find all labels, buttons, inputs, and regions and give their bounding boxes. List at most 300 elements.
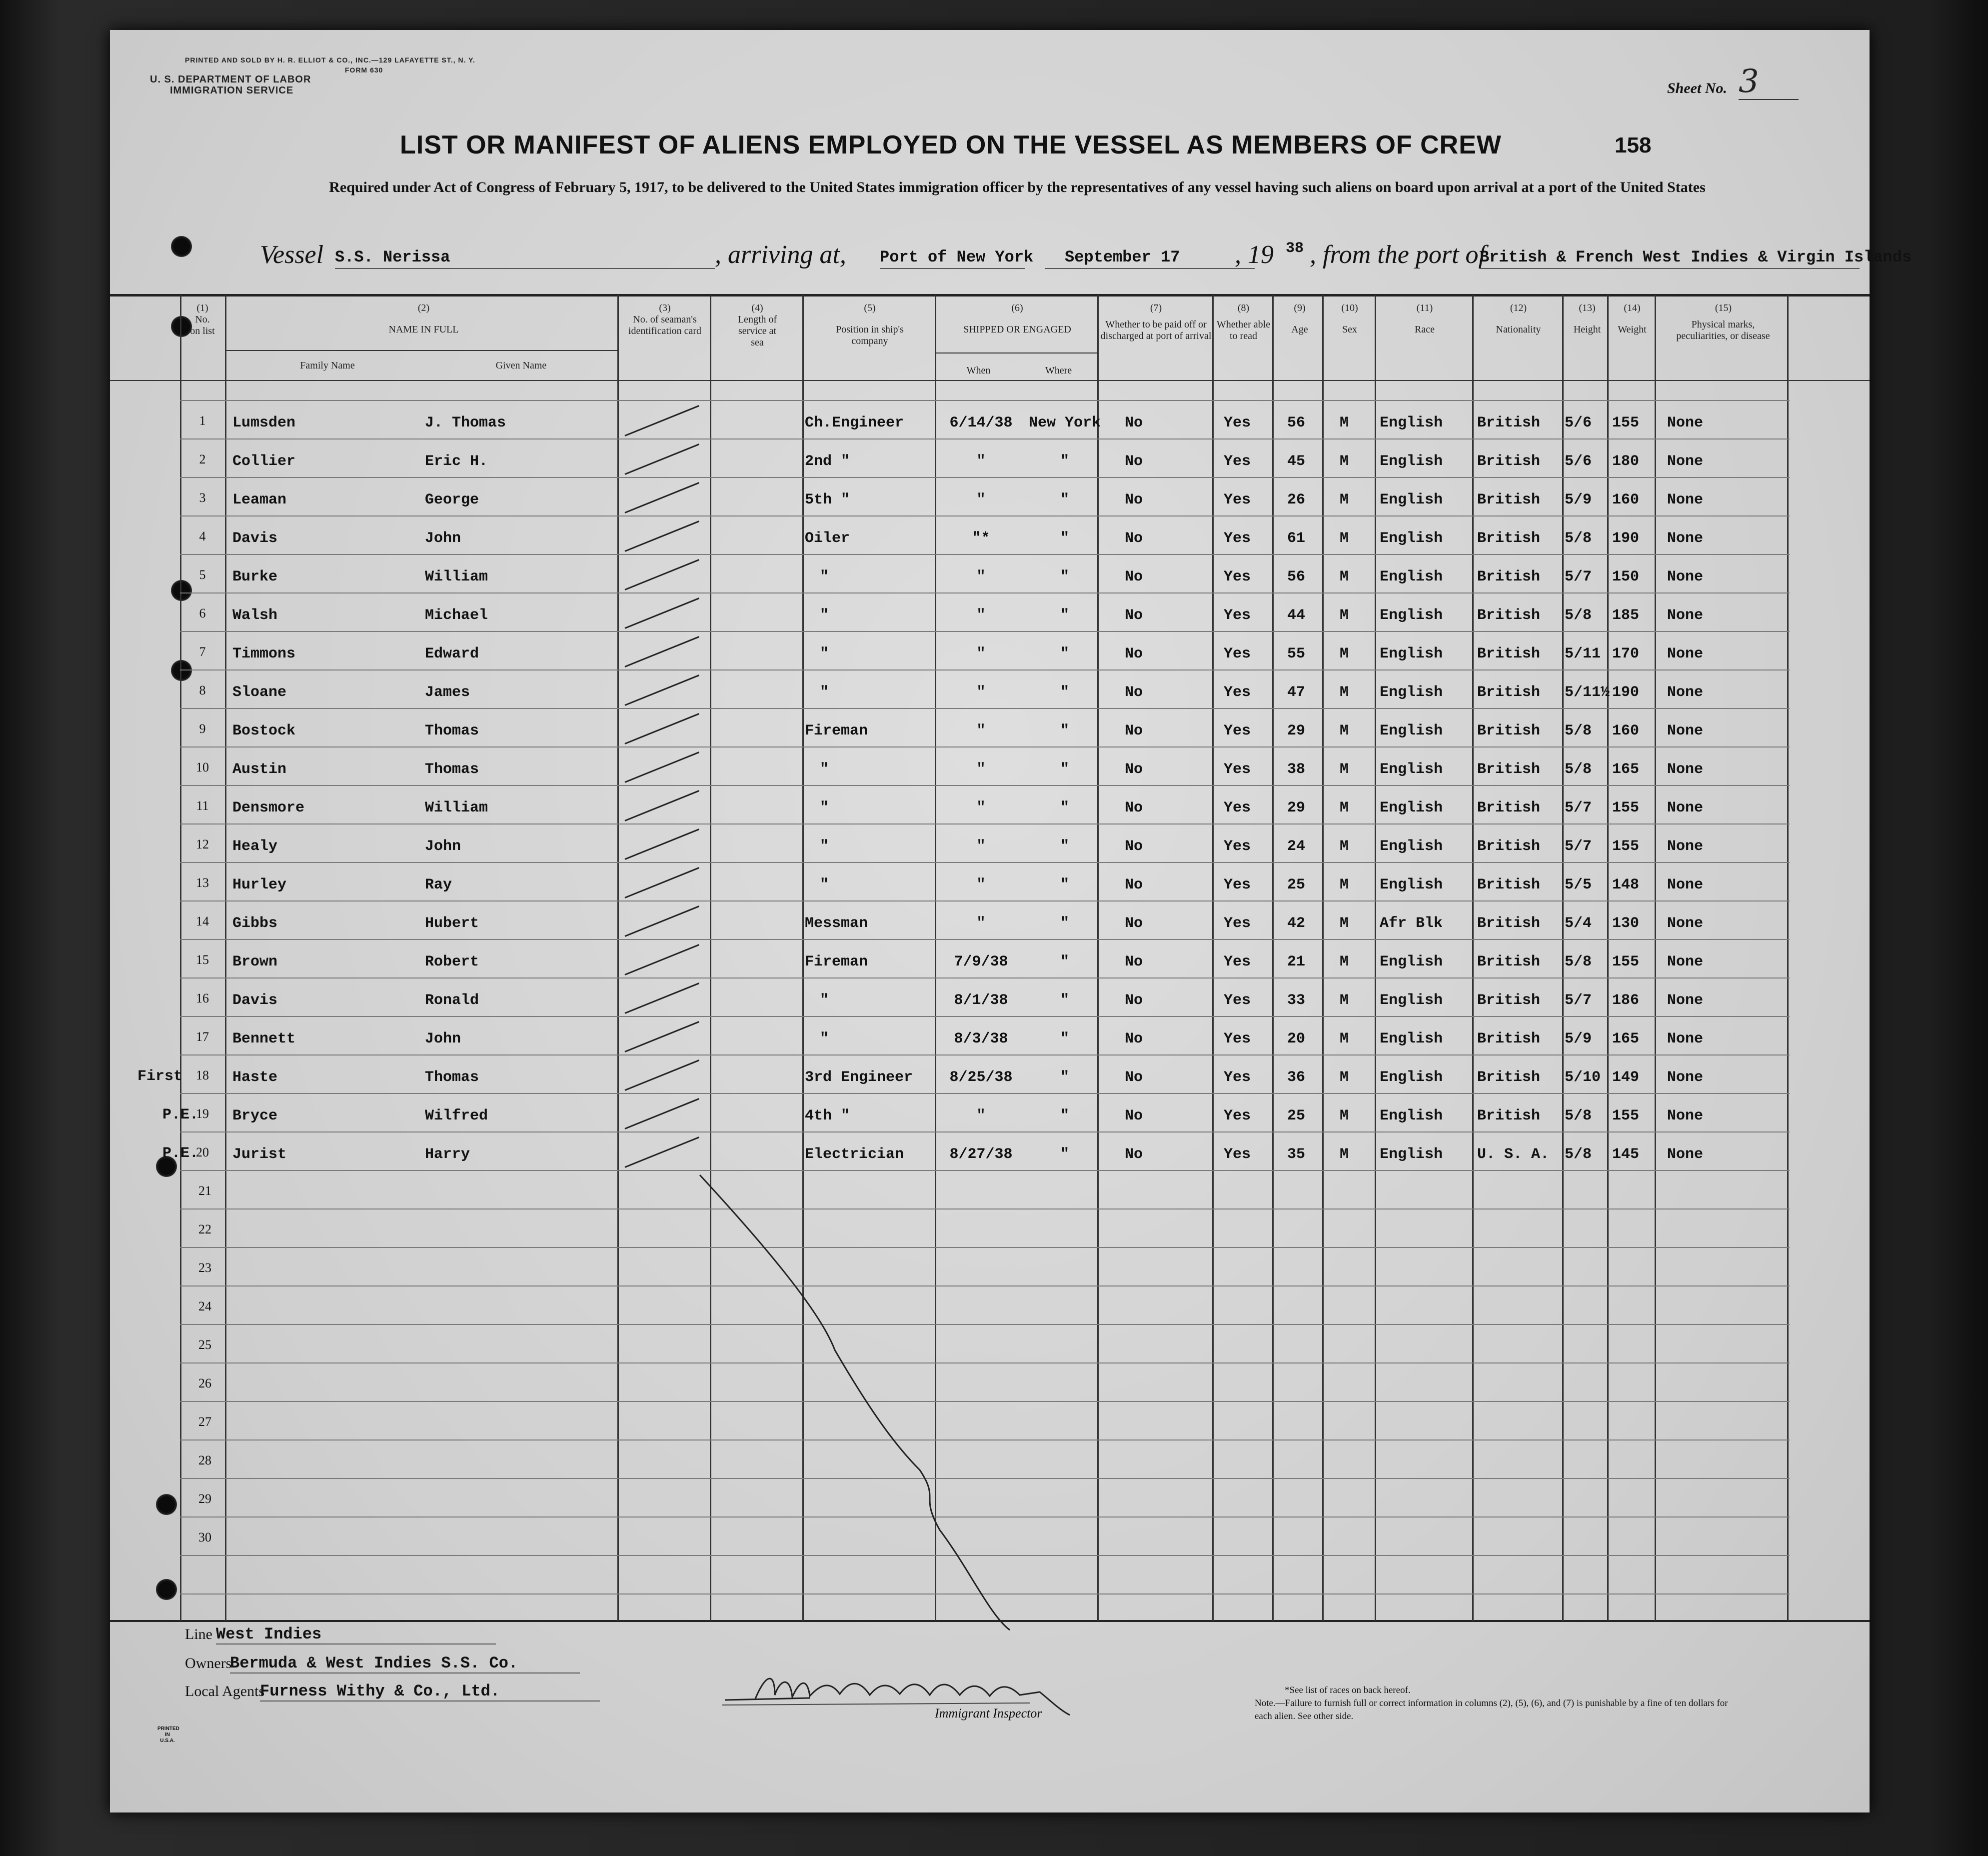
paid-off-cell: No [1125,954,1143,970]
weight-cell: 155 [1612,414,1640,432]
nationality-cell: British [1477,530,1541,547]
margin-annotation: P.E. [162,1145,199,1162]
paid-off-cell: No [1125,568,1143,586]
sex-cell: M [1340,1030,1349,1048]
department-heading: U. S. DEPARTMENT OF LABOR IMMIGRATION SERVICE [150,74,311,96]
paid-off-cell: No [1125,414,1143,432]
sex-cell: M [1340,453,1349,470]
paid-off-cell: No [1125,915,1143,932]
age-cell: 42 [1287,915,1306,932]
height-cell: 5/8 [1565,954,1592,970]
position-cell: " [820,838,829,855]
shipped-when-cell: 8/27/38 [949,1146,1013,1163]
row-number: 5 [199,568,206,582]
col-header-read: (8) Whether able to read [1216,302,1271,342]
owners-label: Owners [185,1655,232,1672]
sex-cell: M [1340,992,1349,1009]
shipped-when-cell: " [976,915,986,932]
position-cell: Fireman [805,954,868,970]
col-header-sex: (10) Sex [1341,302,1358,335]
empty-row-number: 24 [198,1299,211,1314]
height-cell: 5/7 [1565,800,1592,816]
paid-off-cell: No [1125,1108,1143,1124]
given-name-cell: William [425,568,488,586]
paid-off-cell: No [1125,1146,1143,1163]
empty-row-number: 29 [198,1492,211,1506]
paid-off-cell: No [1125,607,1143,624]
family-name-cell: Bennett [232,1030,296,1048]
age-cell: 61 [1287,530,1306,547]
sex-cell: M [1340,915,1349,932]
age-cell: 33 [1287,992,1306,1009]
inspector-label: Immigrant Inspector [935,1706,1042,1720]
position-cell: Ch.Engineer [805,414,904,432]
given-name-cell: Wilfred [425,1108,488,1124]
nationality-cell: British [1477,646,1541,662]
able-to-read-cell: Yes [1224,1146,1251,1163]
age-cell: 56 [1287,568,1306,586]
sex-cell: M [1340,1146,1349,1163]
shipped-when-cell: 7/9/38 [954,954,1008,970]
race-cell: English [1380,414,1443,432]
able-to-read-cell: Yes [1224,800,1251,816]
row-number: 8 [199,683,206,698]
race-cell: English [1380,607,1443,624]
col-header-paid-off: (7) Whether to be paid off or discharged at port of arrival [1100,302,1212,342]
race-cell: English [1380,1069,1443,1086]
height-cell: 5/6 [1565,453,1592,470]
physical-marks-cell: None [1667,876,1704,894]
age-cell: 25 [1287,876,1306,894]
race-cell: English [1380,492,1443,508]
paid-off-cell: No [1125,1030,1143,1048]
row-number: 1 [199,414,206,428]
empty-row-number: 26 [198,1376,211,1390]
col-header-given: Given Name [495,360,547,371]
shipped-where-cell: " [1060,684,1069,701]
position-cell: " [820,646,829,662]
nationality-cell: British [1477,1030,1541,1048]
page-title: LIST OR MANIFEST OF ALIENS EMPLOYED ON THE VESSEL AS MEMBERS OF CREW [400,130,1502,160]
shipped-where-cell: " [1060,492,1069,508]
race-cell: Afr Blk [1380,915,1443,932]
position-cell: 2nd " [805,453,850,470]
col-header-physical-marks: (15) Physical marks, peculiarities, or disease [1676,302,1770,342]
shipped-where-cell: " [1060,915,1069,932]
weight-cell: 160 [1612,492,1640,508]
row-number: 6 [199,606,206,620]
physical-marks-cell: None [1667,722,1704,740]
nationality-cell: British [1477,568,1541,586]
owners-value: Bermuda & West Indies S.S. Co. [230,1654,580,1674]
row-number: 15 [196,952,209,967]
sex-cell: M [1340,646,1349,662]
shipped-when-cell: " [976,800,986,816]
position-cell: " [820,800,829,816]
family-name-cell: Bryce [232,1108,278,1124]
shipped-where-cell: New York [1028,414,1101,432]
shipped-when-cell: " [976,1108,986,1124]
given-name-cell: Ray [425,876,452,894]
shipped-when-cell: " [976,838,986,855]
physical-marks-cell: None [1667,954,1704,970]
printer-line: PRINTED AND SOLD BY H. R. ELLIOT & CO., INC.—129 LAFAYETTE ST., N. Y. FORM 630 [185,56,475,74]
family-name-cell: Lumsden [232,414,296,432]
height-cell: 5/7 [1565,992,1592,1009]
empty-row-number: 25 [198,1338,211,1352]
physical-marks-cell: None [1667,607,1704,624]
col-header-service-length: (4) Length of service at sea [737,302,777,348]
manifest-number: 158 [1615,133,1652,158]
weight-cell: 150 [1612,568,1640,586]
weight-cell: 190 [1612,530,1640,547]
shipped-where-cell: " [1060,530,1069,547]
margin-annotation: P.E. [162,1106,199,1124]
nationality-cell: British [1477,684,1541,701]
able-to-read-cell: Yes [1224,1108,1251,1124]
height-cell: 5/8 [1565,607,1592,624]
sex-cell: M [1340,876,1349,894]
col-header-race: (11) Race [1415,302,1435,335]
nationality-cell: British [1477,954,1541,970]
paid-off-cell: No [1125,992,1143,1009]
family-name-cell: Healy [232,838,278,855]
shipped-where-cell: " [1060,607,1069,624]
race-cell: English [1380,876,1443,894]
able-to-read-cell: Yes [1224,761,1251,778]
shipped-when-cell: " [976,761,986,778]
physical-marks-cell: None [1667,530,1704,547]
height-cell: 5/10 [1565,1069,1601,1086]
shipped-where-cell: " [1060,876,1069,894]
able-to-read-cell: Yes [1224,492,1251,508]
year-prefix: , 19 [1235,240,1274,269]
manifest-sheet [110,30,1912,1812]
family-name-cell: Davis [232,530,278,547]
paid-off-cell: No [1125,722,1143,740]
weight-cell: 155 [1612,954,1640,970]
nationality-cell: British [1477,761,1541,778]
age-cell: 38 [1287,761,1306,778]
physical-marks-cell: None [1667,684,1704,701]
col-header-weight: (14) Weight [1618,302,1647,335]
row-number: 11 [196,798,209,813]
col-header-where: Where [1045,365,1072,376]
race-cell: English [1380,1030,1443,1048]
nationality-cell: British [1477,1069,1541,1086]
union-mark: PRINTED IN U.S.A. [157,1726,179,1744]
physical-marks-cell: None [1667,761,1704,778]
weight-cell: 160 [1612,722,1640,740]
position-cell: " [820,992,829,1009]
race-cell: English [1380,646,1443,662]
sheet-label: Sheet No. [1667,80,1727,96]
line-label: Line [185,1626,212,1642]
sex-cell: M [1340,800,1349,816]
height-cell: 5/8 [1565,1146,1592,1163]
shipped-where-cell: " [1060,568,1069,586]
physical-marks-cell: None [1667,992,1704,1009]
shipped-where-cell: " [1060,453,1069,470]
row-number: 17 [196,1030,209,1044]
shipped-when-cell: " [976,646,986,662]
col-header-nationality: (12) Nationality [1496,302,1541,335]
col-header-age: (9) Age [1291,302,1308,335]
shipped-when-cell: "* [972,530,990,547]
physical-marks-cell: None [1667,453,1704,470]
able-to-read-cell: Yes [1224,607,1251,624]
strike-line [110,30,1870,1812]
family-name-cell: Austin [232,761,287,778]
height-cell: 5/7 [1565,838,1592,855]
height-cell: 5/9 [1565,492,1592,508]
paid-off-cell: No [1125,646,1143,662]
nationality-cell: British [1477,607,1541,624]
col-header-height: (13) Height [1573,302,1601,335]
empty-row-number: 30 [198,1530,211,1544]
able-to-read-cell: Yes [1224,1069,1251,1086]
given-name-cell: Thomas [425,1069,479,1086]
shipped-when-cell: " [976,607,986,624]
sheet-number: 3 [1739,64,1799,100]
agents-value: Furness Withy & Co., Ltd. [260,1682,600,1702]
empty-row-number: 23 [198,1260,211,1275]
family-name-cell: Brown [232,954,278,970]
empty-row-number: 21 [198,1184,211,1198]
arriving-label: , arriving at, [715,240,846,269]
row-number: 16 [196,991,209,1006]
family-name-cell: Bostock [232,722,296,740]
height-cell: 5/9 [1565,1030,1592,1048]
able-to-read-cell: Yes [1224,838,1251,855]
physical-marks-cell: None [1667,1030,1704,1048]
height-cell: 5/5 [1565,876,1592,894]
position-cell: 4th " [805,1108,850,1124]
weight-cell: 155 [1612,1108,1640,1124]
empty-row-number: 28 [198,1453,211,1468]
row-number: 12 [196,837,209,852]
given-name-cell: Robert [425,954,479,970]
row-number: 19 [196,1106,209,1121]
age-cell: 36 [1287,1069,1306,1086]
shipped-when-cell: 8/1/38 [954,992,1008,1009]
weight-cell: 186 [1612,992,1640,1009]
height-cell: 5/8 [1565,722,1592,740]
age-cell: 44 [1287,607,1306,624]
height-cell: 5/11½ [1565,684,1610,701]
sex-cell: M [1340,761,1349,778]
position-cell: " [820,684,829,701]
able-to-read-cell: Yes [1224,992,1251,1009]
position-cell: Fireman [805,722,868,740]
able-to-read-cell: Yes [1224,568,1251,586]
age-cell: 21 [1287,954,1306,970]
row-number: 4 [199,529,206,544]
col-header-no: (1) No. on list [190,302,215,336]
nationality-cell: British [1477,838,1541,855]
race-cell: English [1380,992,1443,1009]
age-cell: 25 [1287,1108,1306,1124]
empty-row-number: 22 [198,1222,211,1236]
col-header-name: (2) NAME IN FULL [388,302,459,335]
race-cell: English [1380,954,1443,970]
physical-marks-cell: None [1667,414,1704,432]
position-cell: 5th " [805,492,850,508]
shipped-where-cell: " [1060,761,1069,778]
race-cell: English [1380,568,1443,586]
nationality-cell: British [1477,876,1541,894]
family-name-cell: Burke [232,568,278,586]
paid-off-cell: No [1125,800,1143,816]
sex-cell: M [1340,954,1349,970]
position-cell: Oiler [805,530,850,547]
agents-label: Local Agents [185,1683,265,1700]
weight-cell: 145 [1612,1146,1640,1163]
arrival-date: September 17 [1045,248,1255,269]
able-to-read-cell: Yes [1224,915,1251,932]
vessel-label: Vessel [260,240,324,269]
sex-cell: M [1340,414,1349,432]
given-name-cell: Thomas [425,761,479,778]
family-name-cell: Sloane [232,684,287,701]
row-number: 18 [196,1068,209,1082]
shipped-where-cell: " [1060,992,1069,1009]
row-number: 7 [199,644,206,659]
race-cell: English [1380,838,1443,855]
row-number: 13 [196,876,209,890]
nationality-cell: British [1477,992,1541,1009]
race-cell: English [1380,722,1443,740]
physical-marks-cell: None [1667,492,1704,508]
able-to-read-cell: Yes [1224,414,1251,432]
age-cell: 29 [1287,722,1306,740]
family-name-cell: Timmons [232,646,296,662]
height-cell: 5/8 [1565,761,1592,778]
paid-off-cell: No [1125,1069,1143,1086]
given-name-cell: Edward [425,646,479,662]
weight-cell: 165 [1612,761,1640,778]
race-cell: English [1380,800,1443,816]
sex-cell: M [1340,1108,1349,1124]
age-cell: 47 [1287,684,1306,701]
physical-marks-cell: None [1667,1108,1704,1124]
nationality-cell: British [1477,414,1541,432]
race-cell: English [1380,1108,1443,1124]
family-name-cell: Haste [232,1069,278,1086]
penalty-note: Note.—Failure to furnish full or correct information in columns (2), (5), (6), and (7) is punishable by a fine of ten dollars for each alien. See other side. [1255,1698,1728,1722]
vessel-name: S.S. Nerissa [335,248,715,269]
row-number: 20 [196,1145,209,1160]
margin-annotation: First [137,1068,183,1085]
family-name-cell: Walsh [232,607,278,624]
age-cell: 20 [1287,1030,1306,1048]
family-name-cell: Densmore [232,800,305,816]
nationality-cell: British [1477,492,1541,508]
family-name-cell: Davis [232,992,278,1009]
row-number: 9 [199,722,206,736]
legal-requirement-text: Required under Act of Congress of February 5, 1917, to be delivered to the United States immigration officer by the representatives of any vessel having such aliens on board upon arrival at a port of the United States [329,179,1706,196]
sex-cell: M [1340,684,1349,701]
row-number: 3 [199,490,206,505]
paid-off-cell: No [1125,453,1143,470]
weight-cell: 165 [1612,1030,1640,1048]
given-name-cell: John [425,838,461,855]
race-cell: English [1380,530,1443,547]
given-name-cell: Eric H. [425,453,488,470]
paid-off-cell: No [1125,684,1143,701]
given-name-cell: George [425,492,479,508]
nationality-cell: British [1477,800,1541,816]
col-header-when: When [966,365,991,376]
given-name-cell: John [425,1030,461,1048]
height-cell: 5/8 [1565,1108,1592,1124]
paid-off-cell: No [1125,876,1143,894]
shipped-when-cell: 8/25/38 [949,1069,1013,1086]
paid-off-cell: No [1125,492,1143,508]
given-name-cell: Hubert [425,915,479,932]
nationality-cell: British [1477,1108,1541,1124]
empty-row-number: 27 [198,1414,211,1429]
shipped-where-cell: " [1060,646,1069,662]
position-cell: " [820,607,829,624]
height-cell: 5/6 [1565,414,1592,432]
shipped-when-cell: " [976,876,986,894]
arriving-port: Port of New York [880,248,1025,269]
height-cell: 5/4 [1565,915,1592,932]
race-cell: English [1380,761,1443,778]
physical-marks-cell: None [1667,646,1704,662]
age-cell: 45 [1287,453,1306,470]
weight-cell: 148 [1612,876,1640,894]
col-header-shipped: (6) SHIPPED OR ENGAGED [963,302,1071,335]
position-cell: " [820,876,829,894]
given-name-cell: John [425,530,461,547]
sex-cell: M [1340,530,1349,547]
able-to-read-cell: Yes [1224,1030,1251,1048]
weight-cell: 170 [1612,646,1640,662]
shipped-when-cell: 6/14/38 [949,414,1013,432]
family-name-cell: Jurist [232,1146,287,1163]
sex-cell: M [1340,1069,1349,1086]
able-to-read-cell: Yes [1224,722,1251,740]
line-value: West Indies [216,1625,496,1644]
shipped-where-cell: " [1060,722,1069,740]
height-cell: 5/7 [1565,568,1592,586]
able-to-read-cell: Yes [1224,684,1251,701]
shipped-when-cell: " [976,453,986,470]
given-name-cell: James [425,684,470,701]
race-cell: English [1380,453,1443,470]
paid-off-cell: No [1125,530,1143,547]
given-name-cell: Michael [425,607,488,624]
given-name-cell: Harry [425,1146,470,1163]
position-cell: Electrician [805,1146,904,1163]
weight-cell: 149 [1612,1069,1640,1086]
row-number: 2 [199,452,206,466]
able-to-read-cell: Yes [1224,530,1251,547]
shipped-where-cell: " [1060,1108,1069,1124]
paid-off-cell: No [1125,838,1143,855]
physical-marks-cell: None [1667,568,1704,586]
races-note: *See list of races on back hereof. [1285,1685,1411,1696]
given-name-cell: Thomas [425,722,479,740]
paid-off-cell: No [1125,761,1143,778]
sex-cell: M [1340,838,1349,855]
weight-cell: 130 [1612,915,1640,932]
weight-cell: 180 [1612,453,1640,470]
inspector-signature-icon [720,1665,1100,1720]
shipped-when-cell: " [976,722,986,740]
